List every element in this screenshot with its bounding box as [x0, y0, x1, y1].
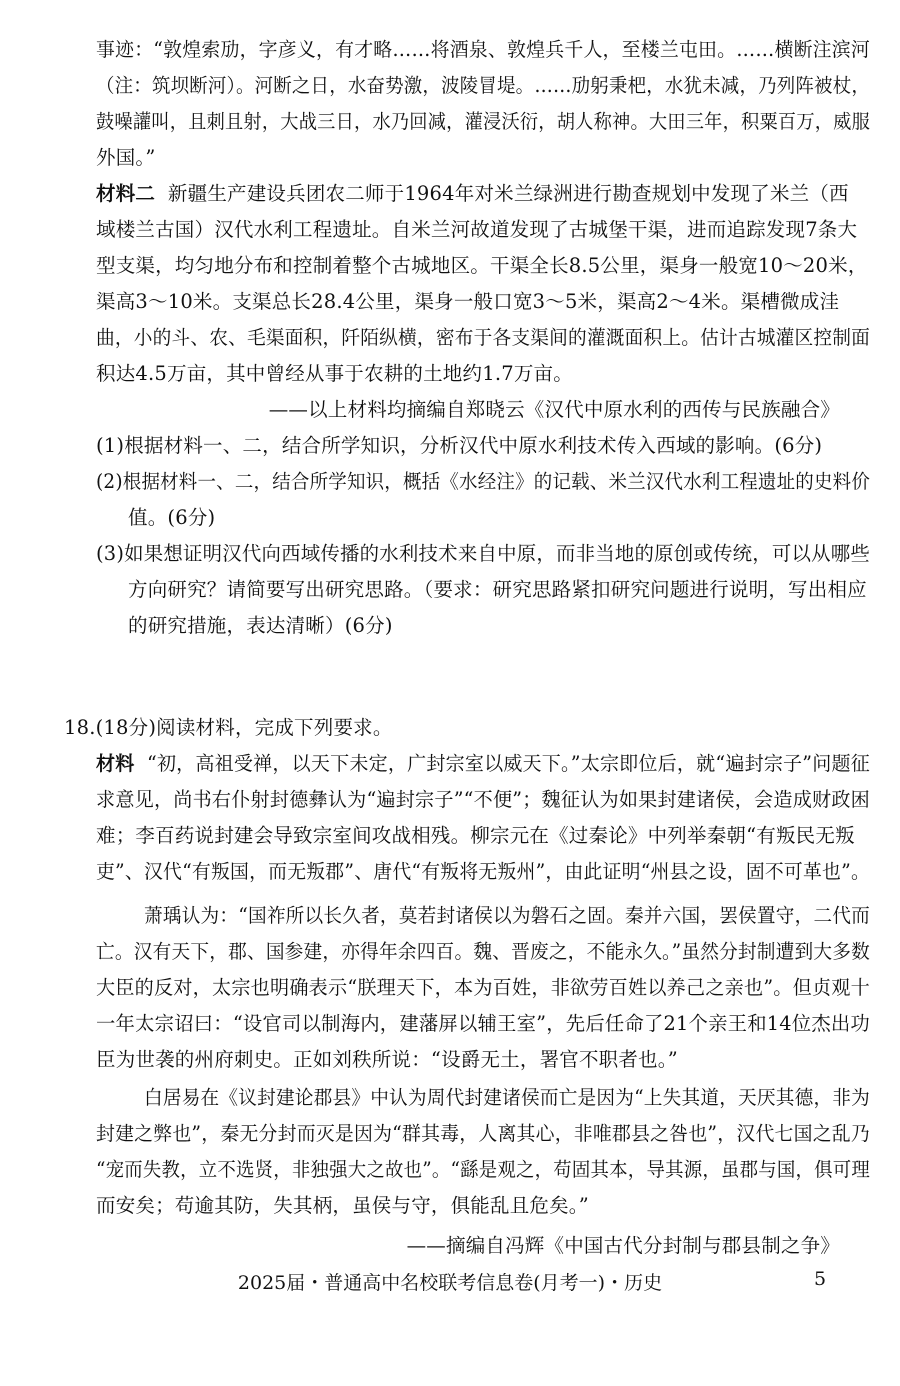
material-one-line: （注：筑坝断河）。河断之日，水奋势激，波陵冒堤。……劢躬秉杷，水犹未减，乃列阵被杖，	[96, 74, 870, 97]
q18-p3-line: 而安矣；苟逾其防，失其柄，虽侯与守，俱能乱且危矣。”	[96, 1194, 589, 1217]
q18-p3-line: 白居易在《议封建论郡县》中认为周代封建诸侯而亡是因为“上失其道，天厌其德，非为	[144, 1086, 871, 1109]
q18-p2-line: 大臣的反对，太宗也明确表示“朕理天下，本为百姓，非欲劳百姓以养己之亲也”。但贞观十	[96, 976, 870, 999]
q18-p2-line: 臣为世袭的州府刺史。正如刘秩所说：“设爵无土，署官不职者也。”	[96, 1048, 678, 1071]
q18-p1-line: 求意见，尚书右仆射封德彝认为“遍封宗子”“不便”；魏征认为如果封建诸侯，会造成财政困	[96, 788, 870, 811]
material-two-label: 材料二	[96, 182, 156, 205]
material-two-first-line	[96, 178, 849, 206]
material-two-source: ——以上材料均摘编自郑晓云《汉代中原水利的西传与民族融合》	[268, 398, 840, 421]
q18-p3-line: 封建之弊也”，秦无分封而灭是因为“群其毒，人离其心，非唯郡县之咎也”，汉代七国之乱乃	[96, 1122, 870, 1145]
material-two-line: 积达4.5万亩，其中曾经从事于农耕的土地约1.7万亩。	[96, 362, 573, 385]
q18-p3-line: “宠而失教，立不选贤，非独强大之故也”。“繇是观之，苟固其本，导其源，虽郡与国，俱可理	[96, 1158, 870, 1181]
material-two-line: 渠高3～10米。支渠总长28.4公里，渠身一般口宽3～5米，渠高2～4米。渠槽微成洼	[96, 290, 840, 313]
material-two-line: 型支渠，均匀地分布和控制着整个古城地区。干渠全长8.5公里，渠身一般宽10～20米，	[96, 254, 868, 277]
question-3-cont: 方向研究？请简要写出研究思路。（要求：研究思路紧扣研究问题进行说明，写出相应	[128, 578, 867, 601]
material-two-line: 曲，小的斗、农、毛渠面积，阡陌纵横，密布于各支渠间的灌溉面积上。估计古城灌区控制面	[96, 326, 871, 349]
page-number: 5	[814, 1268, 827, 1290]
q18-p1-line: 吏”、汉代“有叛国，而无叛郡”、唐代“有叛将无叛州”，由此证明“州县之设，固不可革也”。	[96, 860, 871, 883]
footer-title: 2025届・普通高中名校联考信息卷(月考一)・历史	[237, 1272, 663, 1294]
question-18-heading: 18.(18分)阅读材料，完成下列要求。	[64, 716, 393, 739]
q18-material-first-line	[96, 748, 870, 776]
question-2-cont: 值。(6分)	[128, 506, 216, 529]
q18-p1-line: 难；李百药说封建会导致宗室间攻战相残。柳宗元在《过秦论》中列举秦朝“有叛民无叛	[96, 824, 855, 847]
question-1: (1)根据材料一、二，结合所学知识，分析汉代中原水利技术传入西域的影响。(6分)	[96, 434, 823, 457]
q18-source: ——摘编自冯辉《中国古代分封制与郡县制之争》	[406, 1234, 840, 1257]
material-two-text: 新疆生产建设兵团农二师于1964年对米兰绿洲进行勘查规划中发现了米兰（西	[167, 182, 849, 205]
q18-p2-line: 亡。汉有天下，郡、国参建，亦得年余四百。魏、晋废之，不能永久。”虽然分封制遭到大多数	[96, 940, 871, 963]
q18-p1-text: “初，高祖受禅，以天下未定，广封宗室以威天下。”太宗即位后，就“遍封宗子”问题征	[147, 752, 870, 775]
question-3: (3)如果想证明汉代向西域传播的水利技术来自中原，而非当地的原创或传统，可以从哪些	[96, 542, 871, 565]
material-one-line: 外国。”	[96, 146, 156, 169]
material-one-line: 鼓噪讙叫，且刺且射，大战三日，水乃回减，灌浸沃衍，胡人称神。大田三年，积粟百万，威服	[96, 110, 871, 133]
material-two-line: 域楼兰古国）汉代水利工程遗址。自米兰河故道发现了古城堡干渠，进而追踪发现7条大	[96, 218, 858, 241]
q18-p2-line: 一年太宗诏曰：“设官司以制海内，建藩屏以辅王室”，先后任命了21个亲王和14位杰出功	[96, 1012, 870, 1035]
material-one-line: 事迹：“敦煌索劢，字彦义，有才略……将酒泉、敦煌兵千人，至楼兰屯田。……横断注滨河	[96, 38, 870, 61]
question-2: (2)根据材料一、二，结合所学知识，概括《水经注》的记载、米兰汉代水利工程遗址的史料价	[96, 470, 871, 493]
q18-material-label: 材料	[96, 752, 135, 775]
question-3-cont: 的研究措施，表达清晰）(6分)	[128, 614, 393, 637]
q18-p2-line: 萧瑀认为：“国祚所以长久者，莫若封诸侯以为磐石之固。秦并六国，罢侯置守，二代而	[144, 904, 871, 927]
